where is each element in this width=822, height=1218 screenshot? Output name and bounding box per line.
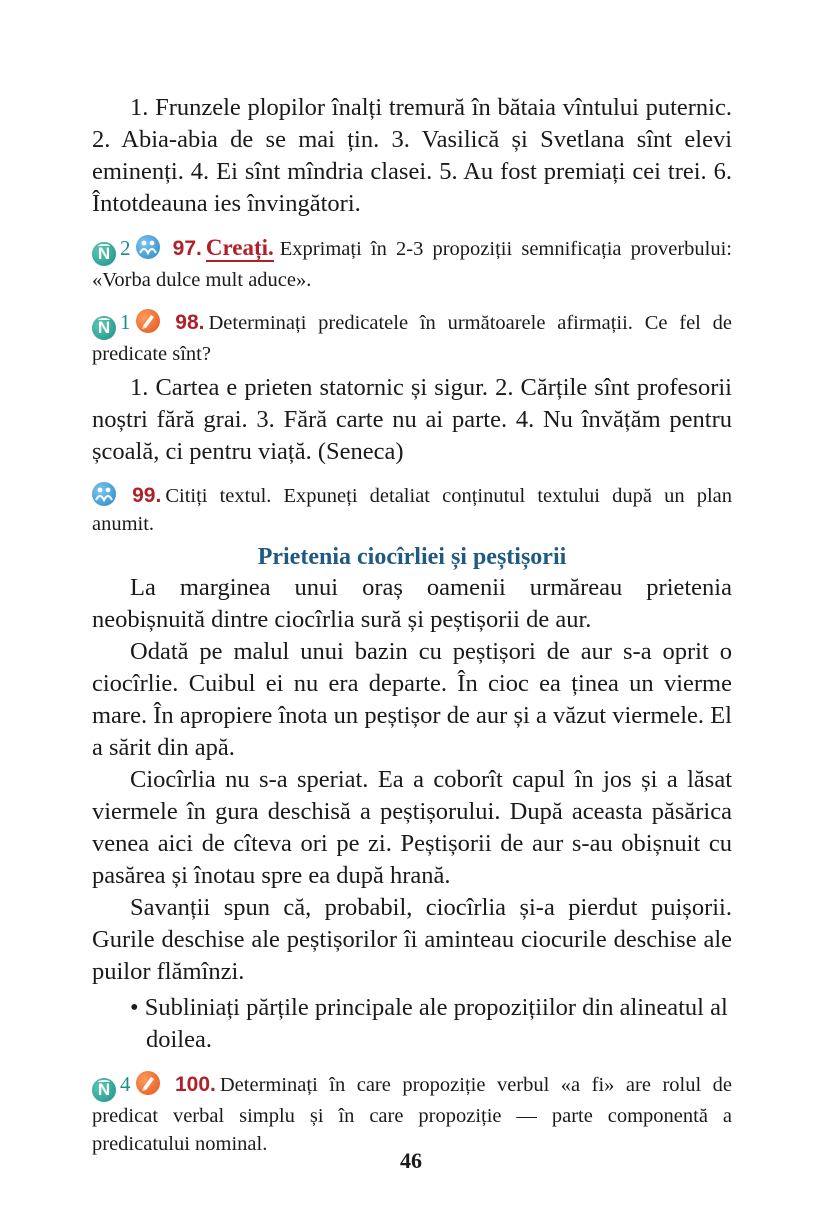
exercise-99-instruction: Citiți textul. Expuneți detaliat conținutul textului după un plan anumit.	[92, 485, 732, 535]
story-paragraph-3: Ciocîrlia nu s-a speriat. Ea a coborît capul în jos și a lăsat viermele în gura deschisă a peștișorului. După aceasta păsărica venea aici de cîteva ori pe zi. Peștișorii de aur s-au obișnuit cu pasărea și înotau spre ea după hrană.	[92, 766, 732, 889]
exercise-97	[92, 234, 732, 294]
exercise-100-level: 4	[120, 1072, 131, 1096]
exercise-98-number: 98.	[175, 311, 205, 334]
exercise-100	[92, 1070, 732, 1158]
exercise-98	[92, 308, 732, 368]
exercise-97-instruction: Exprimați în 2-3 propoziții semnificația proverbului: «Vorba dulce mult aduce».	[92, 238, 732, 291]
level-n-icon: N	[92, 1078, 116, 1102]
exercise-99	[92, 482, 732, 538]
page-number: 46	[400, 1148, 422, 1173]
story-paragraph-2: Odată pe malul unui bazin cu peștișori de aur s-a oprit o ciocîrlie. Cuibul ei nu era departe. În cioc ea ținea un vierme mare. În apropiere înota un peștișor de aur și a văzut viermele. El a sărit din apă.	[92, 638, 732, 761]
level-n-icon: N	[92, 316, 116, 340]
exercise-97-number: 97.	[172, 237, 202, 260]
pencil-icon	[136, 309, 160, 333]
story-title: Prietenia ciocîrliei și peștișorii	[257, 544, 567, 570]
exercise-97-title: Creați.	[205, 235, 274, 260]
story-paragraph-4: Savanții spun că, probabil, ciocîrlia și-a pierdut puișorii. Gurile deschise ale peștișorilor îi aminteau ciocurile deschise ale puilor flămînzi.	[92, 894, 732, 985]
group-work-icon	[136, 235, 160, 259]
group-work-icon	[92, 482, 116, 506]
exercise-100-instruction: Determinați în care propoziție verbul «a fi» are rolul de predicat verbal simplu și în care propoziție — parte componentă a predicatului nominal.	[92, 1074, 733, 1155]
level-n-icon: N	[92, 242, 116, 266]
intro-paragraph: 1. Frunzele plopilor înalți tremură în bătaia vîntului puternic. 2. Abia-abia de se mai țin. 3. Vasilică și Svetlana sînt elevi eminenți. 4. Ei sînt mîndria clasei. 5. Au fost premiați cei trei. 6. Întotdeauna ies învingători.	[92, 94, 732, 217]
exercise-98-text: 1. Cartea e prieten statornic și sigur. 2. Cărțile sînt profesorii noștri fără grai. 3. Fără carte nu ai parte. 4. Nu învățăm pentru școală, ci pentru viață. (Seneca)	[92, 374, 732, 465]
exercise-99-number: 99.	[132, 484, 162, 507]
exercise-98-level: 1	[120, 310, 131, 334]
exercise-97-level: 2	[120, 236, 131, 260]
exercise-98-instruction: Determinați predicatele în următoarele afirmații. Ce fel de predicate sînt?	[92, 312, 733, 365]
textbook-page	[92, 92, 732, 1158]
exercise-100-number: 100.	[175, 1073, 216, 1096]
pencil-icon	[136, 1071, 160, 1095]
exercise-99-task: • Subliniați părțile principale ale propozițiilor din alineatul al doilea.	[130, 994, 728, 1053]
story-paragraph-1: La marginea unui oraș oamenii urmăreau prietenia neobișnuită dintre ciocîrlia sură și peștișorii de aur.	[92, 574, 732, 633]
